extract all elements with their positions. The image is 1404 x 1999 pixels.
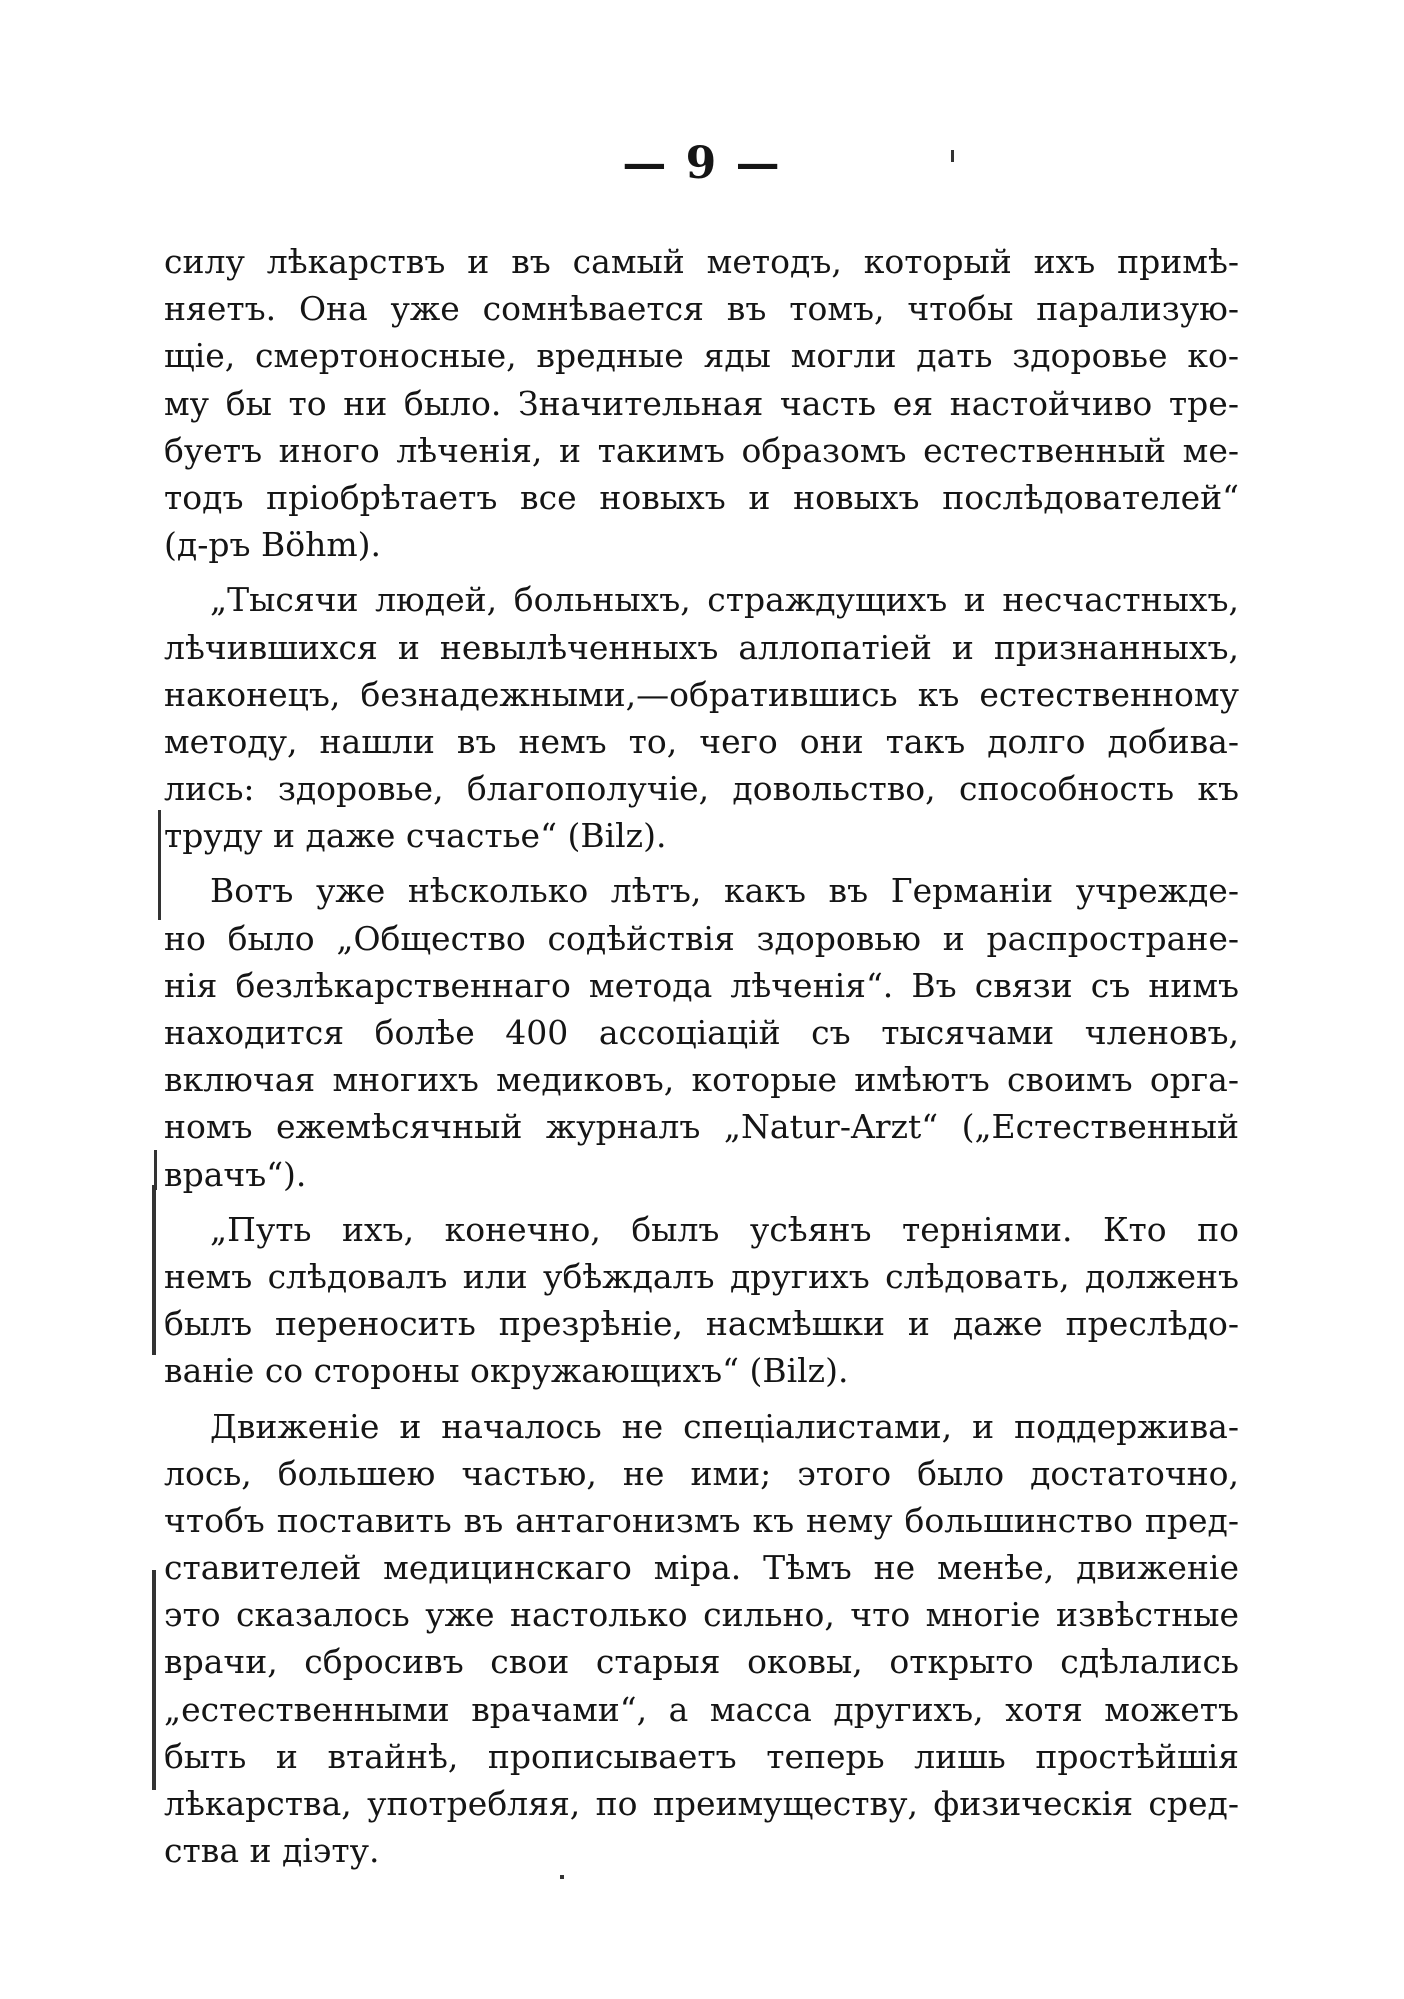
text-line: „Тысячи людей, больныхъ, страждущихъ и несчастныхъ,	[210, 580, 1239, 620]
text-line: лось, большею частью, не ими; этого было достаточно,	[164, 1453, 1239, 1493]
paragraph-3	[164, 867, 1239, 1197]
text-line: лись: здоровье, благополучіе, довольство, способность къ	[164, 769, 1239, 809]
text-line: „естественными врачами“, а масса другихъ, хотя можетъ	[164, 1689, 1239, 1729]
paragraph-5	[164, 1403, 1239, 1875]
paragraph-2	[164, 576, 1239, 859]
text-line: нія безлѣкарственнаго метода лѣченія“. Въ связи съ нимъ	[164, 965, 1239, 1005]
body-text	[164, 238, 1239, 1874]
page-number: — 9 —	[622, 138, 782, 189]
text-line: буетъ иного лѣченія, и такимъ образомъ естественный ме-	[164, 430, 1239, 470]
margin-scan-mark	[154, 1150, 157, 1190]
text-line: няетъ. Она уже сомнѣвается въ томъ, чтобы парализую-	[164, 289, 1239, 329]
text-line: методу, нашли въ немъ то, чего они такъ долго добива-	[164, 721, 1239, 761]
text-line: врачи, сбросивъ свои старыя оковы, открыто сдѣлались	[164, 1642, 1239, 1682]
text-line: труду и даже счастье“ (Bilz).	[164, 816, 667, 856]
text-line: быть и втайнѣ, прописываетъ теперь лишь простѣйшія	[164, 1736, 1239, 1776]
text-line: номъ ежемѣсячный журналъ „Natur-Arzt“ („Естественный	[164, 1107, 1239, 1147]
paragraph-1	[164, 238, 1239, 568]
text-line: му бы то ни было. Значительная часть ея настойчиво тре-	[164, 383, 1239, 423]
text-line: Движеніе и началось не спеціалистами, и поддержива-	[210, 1406, 1239, 1446]
margin-scan-mark	[158, 810, 161, 920]
text-line: „Путь ихъ, конечно, былъ усѣянъ терніями. Кто по	[210, 1209, 1239, 1249]
text-line: (д-ръ Böhm).	[164, 525, 381, 565]
text-line: лѣчившихся и невылѣченныхъ аллопатіей и признанныхъ,	[164, 627, 1239, 667]
text-line: тодъ пріобрѣтаетъ все новыхъ и новыхъ послѣдователей“	[164, 477, 1239, 517]
text-line: включая многихъ медиковъ, которые имѣютъ своимъ орга-	[164, 1060, 1239, 1100]
text-line: лѣкарства, употребляя, по преимуществу, физическія сред-	[164, 1784, 1239, 1823]
text-line: ваніе со стороны окружающихъ“ (Bilz).	[164, 1351, 849, 1391]
text-line: чтобъ поставить въ антагонизмъ къ нему большинство пред-	[164, 1500, 1239, 1540]
text-line: ставителей медицинскаго міра. Тѣмъ не менѣе, движеніе	[164, 1548, 1239, 1588]
text-line: немъ слѣдовалъ или убѣждалъ другихъ слѣдовать, долженъ	[164, 1256, 1239, 1296]
margin-scan-mark	[152, 1185, 156, 1355]
margin-scan-mark	[152, 1570, 156, 1790]
scan-speck	[951, 150, 954, 162]
text-line: силу лѣкарствъ и въ самый методъ, который ихъ примѣ-	[164, 242, 1239, 281]
text-line: это сказалось уже настолько сильно, что многіе извѣстные	[164, 1595, 1239, 1635]
paragraph-4	[164, 1206, 1239, 1395]
text-line: находится болѣе 400 ассоціацій съ тысячами членовъ,	[164, 1013, 1239, 1052]
text-line: былъ переносить презрѣніе, насмѣшки и даже преслѣдо-	[164, 1304, 1239, 1344]
text-line: щіе, смертоносные, вредные яды могли дать здоровье ко-	[164, 336, 1239, 376]
text-line: Вотъ уже нѣсколько лѣтъ, какъ въ Германіи учрежде-	[210, 871, 1239, 911]
scan-speck	[560, 1875, 564, 1879]
text-line: наконецъ, безнадежными,—обратившись къ естественному	[164, 674, 1239, 714]
text-line: но было „Общество содѣйствія здоровью и распростране-	[164, 918, 1239, 958]
text-line: врачъ“).	[164, 1154, 307, 1194]
text-line: ства и діэту.	[164, 1831, 380, 1871]
